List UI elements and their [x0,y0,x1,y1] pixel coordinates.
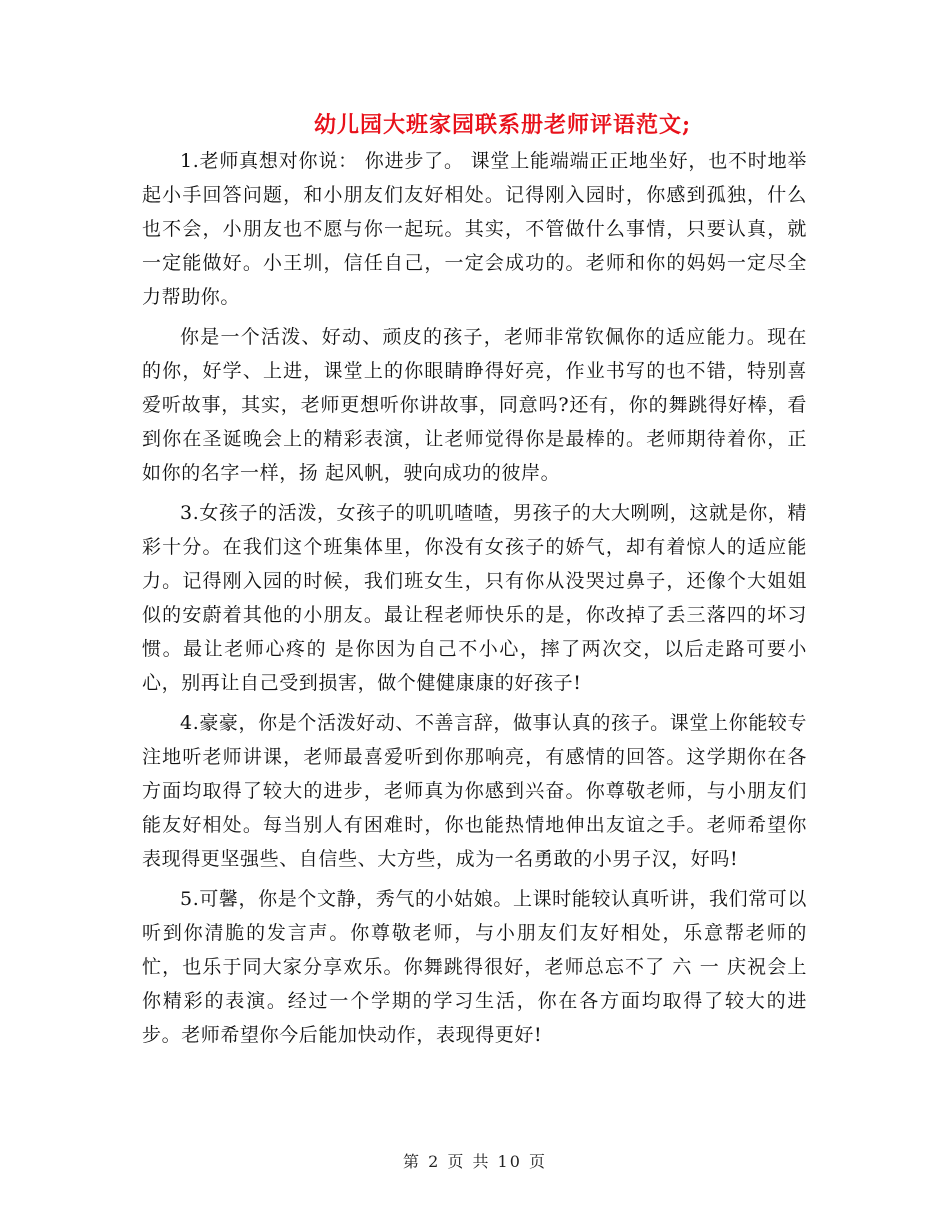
paragraph-4: 4.豪豪，你是个活泼好动、不善言辞，做事认真的孩子。课堂上你能较专注地听老师讲课，老师最喜爱听到你那响亮，有感情的回答。这学期你在各方面均取得了较大的进步，老师真为你感到兴奋。你尊敬老师，与小朋友们能友好相处。每当别人有困难时，你也能热情地伸出友谊之手。老师希望你表现得更坚强些、自信些、大方些，成为一名勇敢的小男子汉，好吗! [142,712,807,870]
paragraph-1: 1.老师真想对你说： 你进步了。 课堂上能端端正正地坐好，也不时地举起小手回答问题，和小朋友们友好相处。记得刚入园时，你感到孤独，什么也不会，小朋友也不愿与你一起玩。其实，不管做什么事情，只要认真，就一定能做好。小王圳，信任自己，一定会成功的。老师和你的妈妈一定尽全力帮助你。 [142,150,807,308]
page-number-footer: 第 2 页 共 10 页 [403,1152,547,1171]
paragraph-2: 你是一个活泼、好动、顽皮的孩子，老师非常钦佩你的适应能力。现在的你，好学、上进，课堂上的你眼睛睁得好亮，作业书写的也不错，特别喜爱听故事，其实，老师更想听你讲故事，同意吗?还有，你的舞跳得好棒，看到你在圣诞晚会上的精彩表演，让老师觉得你是最棒的。老师期待着你，正如你的名字一样，扬 起风帆，驶向成功的彼岸。 [142,326,807,484]
document-title: 幼儿园大班家园联系册老师评语范文; [313,112,692,138]
paragraph-5: 5.可馨，你是个文静，秀气的小姑娘。上课时能较认真听讲，我们常可以听到你清脆的发言声。你尊敬老师，与小朋友们友好相处，乐意帮老师的忙，也乐于同大家分享欢乐。你舞跳得很好，老师总忘不了 六 一 庆祝会上你精彩的表演。经过一个学期的学习生活，你在各方面均取得了较大的进步。老师希望你今后能加快动作，表现得更好! [142,888,807,1046]
document-body [142,144,807,1052]
paragraph-3: 3.女孩子的活泼，女孩子的叽叽喳喳，男孩子的大大咧咧，这就是你，精彩十分。在我们这个班集体里，你没有女孩子的娇气，却有着惊人的适应能力。记得刚入园的时候，我们班女生，只有你从没哭过鼻子，还像个大姐姐似的安蔚着其他的小朋友。最让程老师快乐的是，你改掉了丢三落四的坏习惯。最让老师心疼的 是你因为自己不小心，摔了两次交，以后走路可要小心，别再让自己受到损害，做个健健康康的好孩子! [142,502,807,694]
